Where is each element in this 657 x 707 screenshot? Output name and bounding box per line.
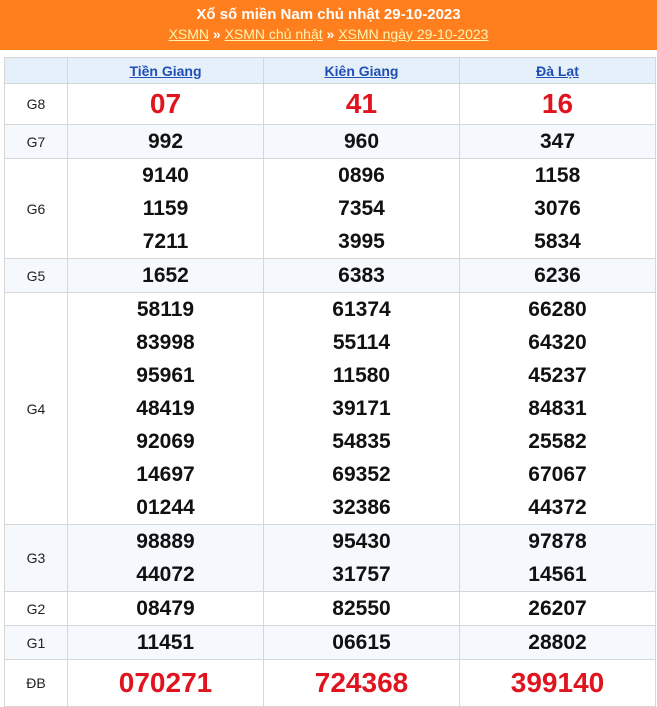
- prize-number: 58119: [136, 298, 195, 321]
- prize-label: G5: [5, 259, 68, 293]
- prize-label: G1: [5, 626, 68, 660]
- prize-number: 14561: [528, 563, 587, 586]
- prize-number: 48419: [136, 397, 195, 420]
- prize-number: 9140: [142, 164, 189, 187]
- page-title: Xổ số miền Nam chủ nhật 29-10-2023: [196, 6, 461, 23]
- prize-cell: [68, 592, 264, 626]
- prize-cell: [68, 84, 264, 125]
- prize-number: 992: [147, 130, 184, 153]
- prize-rows: [5, 84, 656, 707]
- prize-label: G6: [5, 159, 68, 259]
- prize-label: ĐB: [5, 660, 68, 707]
- prize-cell: [460, 626, 656, 660]
- prize-cell: [68, 159, 264, 259]
- prize-number: 95430: [332, 530, 391, 553]
- prize-number: 01244: [136, 496, 195, 519]
- prize-number: 070271: [118, 667, 213, 698]
- prize-row-g8: [5, 84, 656, 125]
- prize-number: 83998: [136, 331, 195, 354]
- prize-number: 32386: [332, 496, 391, 519]
- prize-number: 97878: [528, 530, 587, 553]
- province-link-tien-giang[interactable]: Tiền Giang: [129, 62, 202, 79]
- prize-row-g4: [5, 293, 656, 525]
- prize-row-g7: [5, 125, 656, 159]
- prize-number: 25582: [528, 430, 587, 453]
- prize-label: G8: [5, 84, 68, 125]
- prize-cell: [264, 592, 460, 626]
- breadcrumb-link-xsmn-date[interactable]: XSMN ngày 29-10-2023: [338, 26, 489, 42]
- province-header: [460, 58, 656, 84]
- prize-number: 0896: [338, 164, 385, 187]
- prize-number: 45237: [528, 364, 587, 387]
- prize-number: 5834: [534, 230, 581, 253]
- prize-number: 84831: [528, 397, 587, 420]
- prize-cell: [264, 259, 460, 293]
- prize-number: 31757: [332, 563, 391, 586]
- province-link-da-lat[interactable]: Đà Lạt: [536, 62, 579, 79]
- prize-cell: [68, 660, 264, 707]
- prize-label: G3: [5, 525, 68, 592]
- prize-cell: [68, 626, 264, 660]
- prize-number: 960: [343, 130, 380, 153]
- prize-cell: [264, 293, 460, 525]
- prize-cell: [68, 293, 264, 525]
- prize-number: 39171: [332, 397, 391, 420]
- page-header: [0, 0, 657, 50]
- prize-row-db: [5, 660, 656, 707]
- prize-number: 14697: [136, 463, 195, 486]
- prize-number: 61374: [332, 298, 391, 321]
- breadcrumb: [0, 26, 657, 43]
- prize-number: 1159: [142, 197, 189, 220]
- prize-number: 64320: [528, 331, 587, 354]
- prize-number: 54835: [332, 430, 391, 453]
- prize-number: 41: [345, 88, 378, 119]
- prize-number: 69352: [332, 463, 391, 486]
- prize-row-g3: [5, 525, 656, 592]
- prize-cell: [460, 525, 656, 592]
- prize-number: 7211: [142, 230, 189, 253]
- prize-row-g2: [5, 592, 656, 626]
- prize-row-g5: [5, 259, 656, 293]
- breadcrumb-separator: »: [326, 26, 335, 42]
- prize-cell: [264, 159, 460, 259]
- prize-number: 55114: [332, 331, 391, 354]
- prize-cell: [460, 125, 656, 159]
- prize-number: 1158: [534, 164, 581, 187]
- prize-cell: [68, 259, 264, 293]
- prize-cell: [68, 525, 264, 592]
- prize-number: 16: [541, 88, 574, 119]
- prize-number: 66280: [528, 298, 587, 321]
- prize-number: 6236: [534, 264, 581, 287]
- prize-row-g1: [5, 626, 656, 660]
- prize-number: 67067: [528, 463, 587, 486]
- prize-number: 6383: [338, 264, 385, 287]
- prize-number: 3995: [338, 230, 385, 253]
- prize-number: 08479: [136, 597, 195, 620]
- province-header: [264, 58, 460, 84]
- province-header: [68, 58, 264, 84]
- prize-number: 82550: [332, 597, 391, 620]
- prize-number: 28802: [528, 631, 587, 654]
- prize-number: 11580: [332, 364, 391, 387]
- breadcrumb-link-xsmn[interactable]: XSMN: [168, 26, 210, 42]
- province-header-row: [5, 58, 656, 84]
- prize-number: 724368: [314, 667, 409, 698]
- prize-row-g6: [5, 159, 656, 259]
- prize-number: 95961: [136, 364, 195, 387]
- prize-number: 7354: [338, 197, 385, 220]
- prize-cell: [460, 159, 656, 259]
- prize-number: 3076: [534, 197, 581, 220]
- prize-label: G7: [5, 125, 68, 159]
- prize-number: 92069: [136, 430, 195, 453]
- prize-cell: [264, 525, 460, 592]
- prize-number: 11451: [136, 631, 195, 654]
- prize-cell: [460, 660, 656, 707]
- prize-number: 26207: [528, 597, 587, 620]
- prize-cell: [264, 125, 460, 159]
- header-corner-cell: [5, 58, 68, 84]
- prize-label: G4: [5, 293, 68, 525]
- breadcrumb-separator: »: [212, 26, 221, 42]
- prize-cell: [460, 259, 656, 293]
- results-table: [4, 57, 656, 707]
- prize-cell: [68, 125, 264, 159]
- province-link-kien-giang[interactable]: Kiên Giang: [324, 62, 399, 79]
- prize-number: 98889: [136, 530, 195, 553]
- prize-number: 44372: [528, 496, 587, 519]
- prize-number: 44072: [136, 563, 195, 586]
- breadcrumb-link-xsmn-sunday[interactable]: XSMN chủ nhật: [224, 26, 323, 42]
- prize-number: 347: [539, 130, 576, 153]
- prize-cell: [264, 626, 460, 660]
- prize-label: G2: [5, 592, 68, 626]
- prize-number: 399140: [510, 667, 605, 698]
- prize-number: 06615: [332, 631, 391, 654]
- prize-number: 07: [149, 88, 182, 119]
- prize-cell: [460, 592, 656, 626]
- prize-cell: [460, 293, 656, 525]
- prize-number: 1652: [142, 264, 189, 287]
- prize-cell: [264, 660, 460, 707]
- prize-cell: [264, 84, 460, 125]
- prize-cell: [460, 84, 656, 125]
